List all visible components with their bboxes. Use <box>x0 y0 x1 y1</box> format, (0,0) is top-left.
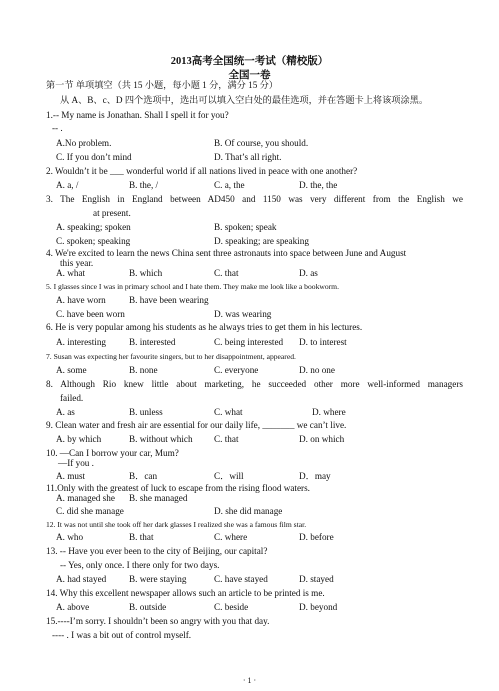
question-stem: 12. It was not until she took off her dark glasses I realized she was a famous film star. <box>46 520 307 529</box>
option: D. stayed <box>299 574 334 584</box>
option: A. must <box>56 471 86 481</box>
option: D. speaking; are speaking <box>214 236 309 246</box>
option: D. on which <box>299 434 345 444</box>
option: D. That’s all right. <box>214 152 282 162</box>
question-stem: 9. Clean water and fresh air are essential for our daily life, _______ we can’t live. <box>46 420 347 430</box>
option: A. as <box>56 407 75 417</box>
option: B. were staying <box>129 574 187 584</box>
option: A. above <box>56 602 90 612</box>
option: B．can <box>129 471 158 481</box>
question-stem: failed. <box>60 393 84 403</box>
question-stem: 7. Susan was expecting her favourite singers, but to her disappointment, appeared. <box>46 352 296 361</box>
option: D. no one <box>299 365 335 375</box>
option: D. was wearing <box>214 309 272 319</box>
option: B. have been wearing <box>129 295 209 305</box>
option: B. outside <box>129 602 167 612</box>
option: B. none <box>129 365 158 375</box>
section-heading: 第一节 单项填空（共 15 小题，每小题 1 分，满分 15 分） <box>46 80 278 90</box>
option: C. did she manage <box>56 506 124 516</box>
option: C．will <box>214 471 244 481</box>
option: A. managed she <box>56 493 115 503</box>
option: A. some <box>56 365 87 375</box>
question-stem: —If you . <box>58 458 94 468</box>
section-instruction: 从 A、B、c、D 四个选项中，选出可以填入空白处的最佳选项，并在答题卡上将该项涂黑。 <box>60 95 429 105</box>
option: C. have stayed <box>214 574 268 584</box>
option: B. the, / <box>129 180 159 190</box>
option: B. she managed <box>129 493 188 503</box>
page-number: · 1 · <box>242 676 257 685</box>
question-stem: 4. We're excited to learn the news China sent three astronauts into space between June and August <box>46 248 407 258</box>
option: C. a, the <box>214 180 245 190</box>
question-stem: -- Yes, only once. I there only for two days. <box>60 560 220 570</box>
option: C. If you don’t mind <box>56 152 132 162</box>
option: A. have worn <box>56 295 106 305</box>
question-stem: 5. I glasses since I was in primary school and I hate them. They make me look like a bookworm. <box>46 282 339 291</box>
option: C. what <box>214 407 243 417</box>
question-stem: 14. Why this excellent newspaper allows such an article to be printed is me. <box>46 588 325 598</box>
option: D. to interest <box>299 337 347 347</box>
question-stem: 11.Only with the greatest of luck to escape from the rising flood waters. <box>46 483 310 493</box>
option: C. have been worn <box>56 309 125 319</box>
question-stem: 1.-- My name is Jonathan. Shall I spell it for you? <box>46 110 229 120</box>
option: A.No problem. <box>56 138 112 148</box>
option: B. that <box>129 532 154 542</box>
option: A. what <box>56 268 86 278</box>
option: C. that <box>214 434 239 444</box>
question-stem: ---- . I was a bit out of control myself. <box>52 630 192 640</box>
option: D. where <box>312 407 346 417</box>
option: C. where <box>214 532 248 542</box>
option: B. spoken; speak <box>214 222 277 232</box>
option: D. beyond <box>299 602 338 612</box>
option: C. that <box>214 268 239 278</box>
option: A. who <box>56 532 84 542</box>
option: C. spoken; speaking <box>56 236 131 246</box>
question-stem: at present. <box>93 208 131 218</box>
option: B. interested <box>129 337 176 347</box>
option: B. which <box>129 268 163 278</box>
option: D. she did manage <box>214 506 283 516</box>
question-stem: 3. The English in England between AD450 and 1150 was very different from the English we <box>46 194 463 204</box>
option: D. as <box>299 268 318 278</box>
question-stem: 10. —Can I borrow your car, Mum? <box>46 448 179 458</box>
question-stem: 15.----I’m sorry. I shouldn’t been so angry with you that day. <box>46 616 270 626</box>
question-stem: 6. He is very popular among his students as he always tries to get them in his lectures. <box>46 322 363 332</box>
document-title: 2013高考全国统一考试（精校版） <box>170 56 329 67</box>
option: B. Of course, you should. <box>214 138 309 148</box>
option: A. a, / <box>56 180 79 190</box>
option: D. before <box>299 532 334 542</box>
option: B. unless <box>129 407 163 417</box>
question-stem: 13. -- Have you ever been to the city of Beijing, our capital? <box>46 546 268 556</box>
option: A. by which <box>56 434 102 444</box>
option: C. beside <box>214 602 249 612</box>
option: D. the, the <box>299 180 338 190</box>
option: A. interesting <box>56 337 107 347</box>
option: C. being interested <box>214 337 284 347</box>
question-stem: this year. <box>60 258 94 268</box>
question-stem: -- . <box>52 123 63 133</box>
option: A. had stayed <box>56 574 107 584</box>
option: D．may <box>299 471 331 481</box>
option: B. without which <box>129 434 193 444</box>
question-stem: 8. Although Rio knew little about marketing, he succeeded other more well-informed managers <box>46 379 463 389</box>
option: C. everyone <box>214 365 259 375</box>
option: A. speaking; spoken <box>56 222 131 232</box>
question-stem: 2. Wouldn’t it be ___ wonderful world if all nations lived in peace with one another? <box>46 166 358 176</box>
document-subtitle: 全国一卷 <box>228 70 271 81</box>
